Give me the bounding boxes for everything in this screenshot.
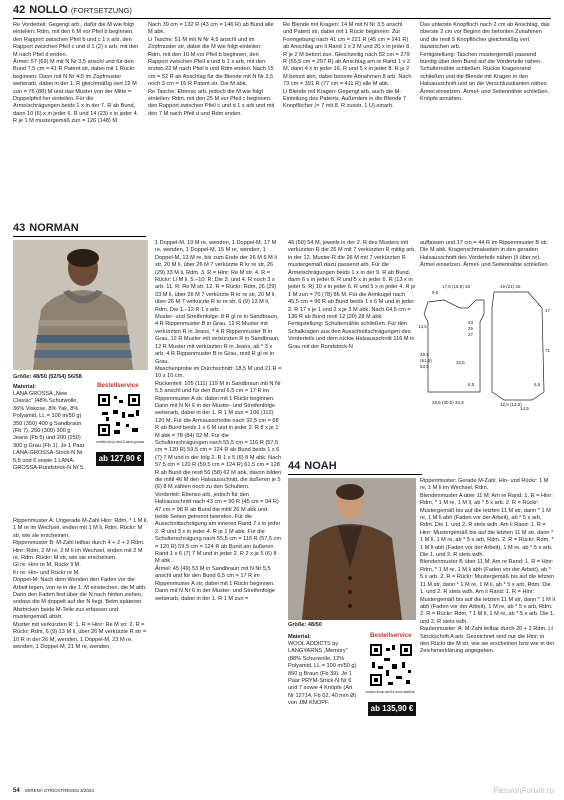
dim-label: 23 [468, 320, 474, 325]
nollo-text-col-4: Das unterste Knopfloch nach 2 cm ab Anschlag, das oberste 2 cm vor Beginn der betonten Zunahmen und die restl 5 Knopflöcher gleichmäßig vert dazwischen arb. Fertigstellung: Taschen mustergemäß passend bündig über dem Bund auf die Vorderteile nähen. Schulternähte schließen. Rückw Kragenrand schließen und die Blende mit Kragen in den Halsausschnitt und an die Verschlusskanten nähen. Ärmel einsetzen. Ärmel- und Seitennähte schließen. Knöpfe annähen. [420, 22, 550, 103]
page-footer [13, 788, 94, 794]
section-title-norman [13, 222, 79, 235]
dim-label: 6,5 [468, 382, 475, 387]
noah-material: WOOL ADDICTS by LANGYARNS „Memory“ (88% Schurwolle, 12% Polyamid, LL = 100 m/50 g) 850 g Braun (Fb 39). Je 1 Paar PRYM-Strick-N Nr 6 und 7 sowie 4 Knöpfe (Art Nr 12714, Fb 02, 40 mm Ø) von JIM KNOPF. [288, 641, 358, 707]
norman-service-label: Bestellservice [97, 382, 139, 389]
section-title-noah [288, 460, 337, 473]
dim-label: 6,5 [534, 382, 541, 387]
dim-label: 17,5 (16,5) 18 [442, 284, 471, 289]
section-rule [13, 18, 551, 19]
norman-size: Größe: 48/50 (52/54) 56/58 [13, 374, 82, 380]
pattern-subtitle: (FORTSETZUNG) [70, 6, 132, 15]
page-number: 54 [13, 788, 20, 794]
dim-label: 9,5 [432, 290, 439, 295]
norman-text-col-3: 46 (50) 54 M, jeweils in der 2. R des Musters mit verkürzten R die 26 M mit 7 verkürzten R mittig arb, in der 12. Muster-R die 26 M mit 7 verkürzten R mustergemäß dazu passend arb. Für die Ärmelschrägungen beids 1 x in der 9. R ab Bund, dann 6 x in jeder 8. R und 5 x in jeder 6. R (13 x in jeder 6. R) 10 x in jeder 6. R und 5 x in jeder 4. R je 1 M zun = 70 (78) 86 M. Für die Armkugel nach 45,5 cm = 96 R ab Bund beids 1 x 6 M und in jeder 2. R 17 x je 1 und 2 x je 3 M abk. Nach 64,5 cm = 136 R ab Bund restl 12 (20) 28 M abk. Fertigstellung: Schulternähte schließen. Für den Schalkragen aus den Ausschnittschrägungen des Vorderteils und dem rückw Halsausschnitt 116 M in Grau mit der Rundstrick-N [288, 240, 416, 350]
watermark: PassionForum.ru [493, 786, 554, 795]
dim-label: 49,5 [420, 352, 429, 357]
dim-label: 32,5 [456, 360, 465, 365]
norman-material: LANA GROSSA „New Classic“ (48% Schurwolle, 36% Viskose, 8% Yak, 8% Polyamid, LL = 100 m/50 g) 350 (350) 400 g Sandbraun (Fb 7), 250 (300) 300 g Jeans (Fb 5) und 200 (250) 300 g Grau (Fb 1). Je 1 Paar LANA-GROSSA-Strick-N Nr 5,5 und 6 sowie 1 LANA-GROSSA-Rundstrick-N Nr 5. [13, 391, 87, 472]
pattern-name: NORMAN [29, 222, 79, 234]
noah-model-photo [288, 478, 416, 620]
dim-label: 17 [545, 308, 551, 313]
norman-text-col-2: 1 Doppel-M, 19 M re, wenden, 1 Doppel-M, 17 M re, wenden, 1 Doppel-M, 15 M re, wenden, 1 Doppel-M, 13 M re, bis zum Ende der 26 M 6 M li str, 20 M li, über 26 M 7 verkürzte R kr re str, 26 (29) 33 M li, Rdm. 3. R = Hinr: Re M str. 4. R = Rückr: Li M li. 5.–10. R: Die 3. und 4. R noch 3 x arb. 11. R: Re M str. 12. R = Rückr: Rdm, 26 (29) 33 M li, über 26 M 7 verkürzte R kr re str, 20 M li, über 26 M 7 verkürzte R kr re str, 6 (9) 13 M li, Rdm. Die 1.–12 R 1 x arb. Muster- und Streifenfolge: 8 R gl re in Sandbraun, 4 R Rippenmuster B in Grau, 12 R Muster mit verkürzten R in Jeans, * 4 R Rippenmuster B in Grau, 12 R Muster mit verkürzten R in Sandbraun, 12 R Muster mit verkürzten R in Jeans, ab * 3 x arb, 4 R Rippenmuster B in Grau, restl R gl re in Grau. Maschenprobe im Durchschnitt: 18,5 M und 21 R = 10 x 10 cm. Rückenteil: 105 (111) 119 M in Sandbraun mit N Nr 5,5 anschl und für den Bund 6,5 cm = 17 R im Rippenmuster A str. dabei mit 1 Rückr beginnen. Dann mit N Nr 6 in der Muster- und Streifenfolge weiterarb, dabei in der 1. R 1 M zun = 106 (112) 120 M. Für die Armausschnitte nach 32,5 cm = 68 R ab Bund beids 1 x 6 M und in jeder 2. R 8 x je 1 M abk = 78 (84) 92 M. Für die Schulterschrägungen nach 55,5 cm = 116 R (57,5 cm = 120 R) 59,5 cm = 124 R ab Bund beids 1 x 6 (7) 7 M und in der folg 2. R 1 x 5 (6) 8 M abk. Nach 57,5 cm = 120 R (59,5 cm = 124 R) 61,5 cm = 128 R ab Bund die restl 56 (58) 62 M abk, davon bilden die mittl 46 M den Halsausschnitt, die äußeren je 5 (6) 8 M zählen noch zu den Schultern. Vorderteil: Ebenso arb, jedoch für den Halsausschnitt nach 43 cm = 90 R (45 cm = 94 R) 47 cm = 98 R ab Bund die mittl 26 M abk und beide Seiten getrennt beenden. Für die Ausschnittschrägung am inneren Rand 7 x in jeder 2. R und 3 x in jeder 4. R je 1 M abk. Für die Schulterschrägung nach 55,5 cm = 116 R (57,5 cm = 120 R) 59,5 cm = 124 R ab Bund am äußeren Rand 1 x 6 (7) 7 M und in jeder 2. R 2 x je 5 (6) 8 M abk. Ärmel: 45 (49) 53 M in Sandbraun mit N Nr 5,5 anschl und für den Bund 6,5 cm = 17 R im Rippenmuster A str, dabei mit 1 Rückr beginnen. Dann mit N Nr 6 in der Muster- und Streifenfolge weiterarb, dabei in der 1. R 1 M zun = [155, 240, 282, 602]
norman-schematic-diagram [420, 282, 555, 412]
section-rule [13, 236, 146, 237]
dim-label: 27 [468, 332, 474, 337]
dim-label: 71 [545, 348, 551, 353]
pattern-name: NOLLO [29, 4, 68, 16]
dim-label: 12,5 (13,5) [500, 402, 522, 407]
noah-service-label: Bestellservice [370, 632, 412, 639]
pattern-name: NOAH [304, 460, 337, 472]
noah-size: Größe: 48/50 [288, 622, 322, 628]
section-rule [288, 474, 422, 475]
dim-label: 14,5 [418, 324, 427, 329]
nollo-text-col-1: Re Vorderteil: Gegengl arb., dafür die M wie folgt einteilen: Rdm, mit den 6 M vor Pfeil b beginnen, den Rapport zwischen Pfeil b und c 1 x arb, den Rapport zwischen Pfeil c und d 1 (2) x arb, mit den M nach Pfeil d enden. Ärmel: 57 (69) M mit N Nr 3,5 anschl und für den Bund 7,5 cm = 41 R Patent str, dabei mit 1 Rückr beginnen. Dann mit N Nr 4,5 im Zopfmuster weiterarb, dabei in der 1. R gleichmäßig vert 19 M zun = 76 (88) M und das Muster von der Mitte = Doppelpfeil her einteilen. Für die Armelschrägungen beids 1 x in der 7. R ab Bund, dann 10 (6) x in jeder 6. R und 14 (23) x in jeder 4. R je 1 M mustergemäß zun = 126 (148) M. [13, 22, 139, 125]
dim-label: 53,5 [420, 364, 429, 369]
dim-label: 19 (21) 25 [500, 284, 521, 289]
dim-label: 25 [468, 326, 474, 331]
norman-text-col-1: Rippenmuster A: Ungerade M-Zahl Hinr: Rdm, * 1 M li, 1 M re im Wechsel, enden mit 1 M li, Rdm. Rückr: M str, wie sie erscheinen. Rippenmuster B: M-Zahl teilbar durch 4 + 2 + 2 Rdm. Hinr: Rdm, 2 M re, 2 M li im Wechsel, enden mit 2 M re, Rdm. Rückr: M str, wie sie erscheinen. Gl re: Hinr re M, Rückr li M. Kr re: Hin- und Rückr re M. Doppel-M: Nach dem Wenden den Faden vor die Arbeit legen, von re in die 1. M einstechen, die M abh. Dann den Faden fest über die N nach hinten ziehen, sodass die M doppelt auf der N liegt. Beim späteren Abstricken beide M-Teile zus erfassen und mustergemäß abstr. Muster mit verkürzten R: 1. R = Hinr: Re M str. 2. R = Rückr: Rdm, 6 (9) 13 M li, über 26 M verkürzte R str = 10 R in der 26 M, wenden, 1 Doppel-M, 23 M re, wenden, 1 Doppel-M, 21 M re, wenden, [13, 518, 148, 650]
norman-qr-caption: creativ-shop.de/43-lana-grossa [95, 440, 145, 444]
magazine-name: VERENA STRICKTRENDS 3/2024 [24, 788, 94, 793]
nollo-text-col-3: Re Blende mit Kragen: 14 M mit N Nr 3,5 anschl und Patent str, dabei mit 1 Rückr beginnen. Zur Formgebung nach 41 cm = 221 R (45 cm = 241 R) ab Anschlag am li Rand 1 x 2 M und 20 x in jeder 8. R je 2 M betont zun. Gleichzeitig nach 52 cm = 279 R (55,5 cm = 297 R) ab Anschlag am re Rand 1 x 2 M, dann 4 x in jeder 16. R und 5 x in jeder 8. R je 2 M betont abn, dabei betonte Abnahmen 8 arb. Nach 73 cm = 391 R (77 cm = 411 R) alle M abk. Li Blende mit Kragen: Gegengl arb, auch die M-Einteilung des Patents. Außerdem in die Blende 7 Knopflöcher (= 7 mit 8. R zusstr, 1 U) einarb. [283, 22, 412, 110]
norman-price-badge[interactable]: ab 127,90 € [96, 452, 144, 466]
noah-qr-code[interactable] [368, 642, 414, 688]
dim-label: (51,5) [420, 358, 432, 363]
dim-label: 14,5 [520, 406, 529, 411]
noah-material-label: Material: [288, 634, 312, 640]
nollo-text-col-2: Nach 39 cm = 132 R (43 cm = 146 R) ab Bund alle M abk. Li Tasche: 51 M mit N Nr 4,5 anschl und im Zopfmuster str, dabei die M wie folgt einteilen: Rdm, mit den 10 M vor Pfeil b beginnen, den Rapport zwischen Pfeil a und b 1 x arb, mit den ersten 22 M nach Pfeil b und Rdm enden. Nach 15 cm = 52 R ab Anschlag für die Blende mit N Nr 3,5 noch 3 cm = 16 R Patent str. Die M abk. Re Tasche: Ebenso arb, jedoch die M wie folgt einteilen: Rdm, mit den 25 M vor Pfeil c beginnen, den Rapport zwischen Pfeil c und d 1 x arb und mit den 7 M nach Pfeil d und Rdm enden. [148, 22, 275, 117]
noah-qr-caption: creativ-shop.de/44-wool-addicts [365, 690, 415, 694]
noah-price-badge[interactable]: ab 135,90 € [368, 702, 416, 716]
norman-material-label: Material: [13, 384, 37, 390]
pattern-number: 44 [288, 460, 301, 472]
norman-model-photo [13, 240, 148, 370]
dim-label: 28,5 (30,5) 32,5 [432, 400, 464, 405]
noah-text-col-4: Rippenmuster: Gerade M-Zahl. Hin- und Rückr: 1 M re, 1 M li im Wechsel, Rdm. Blendenmuster A über 11 M: Am re Rand: 1. R = Hinr: Rdm, * 1 M re, 1 M li, ab * 5 x arb. 2. R = Rückr: Mustergemäß bis auf die letzten 11 M str, dann * 1 M re, 1 M li abh (Faden vor der Arbeit), ab * 5 x arb, Rdm. Die 1. und 2. R stets wdh. Am li Rand: 1. R = Hinr: Mustergemäß bis auf die letzten 11 M str, dann * 1 M li, 1 M re, ab * 5 x arb, Rdm. 2. R = Rückr: Rdm, * 1 M li abh (Faden vor der Arbeit), 1 M re, ab * 5 x arb. Die 1. und 2. R stets wdh. Blendenmuster B über 11 M: Am re Rand: 1. R = Hinr: Rdm, * 1 M re, 1 M li abh (Faden vor der Arbeit), ab * 5 x arb. 2. R = Rückr: Mustergemäß bis auf die letzten 11 M str, dann * 1 M re, 1 M li, ab * 5 x arb, Rdm. Die 1. und 2. R stets wdh. Am li Rand: 1. R = Hinr: Mustergemäß bis auf die letzten 11 M str, dann * 1 M li abh (Faden vor der Arbeit), 1 M re, ab * 5 x arb, Rdm. 2. R = Rückr: Rdm, * 1 M li, 1 M re, ab * 5 x arb. Die 1. und 2. R stets wdh. Rautenmuster: A: M-Zahl teilbar durch 20 + 2 Rdm. Lt Strickschrift A arb. Gezeichnet sind nur die Hinr; in den Rückr die M str, wie sie erscheinen bzw wie in der Zeichenerklärung angegeben. [420, 478, 555, 655]
section-title-nollo [13, 4, 132, 17]
pattern-number: 42 [13, 4, 26, 16]
pattern-number: 43 [13, 222, 26, 234]
sweater-photo-illustration [13, 240, 148, 370]
norman-text-col-4: auffassen und 17 cm = 44 R im Rippenmuster B str. Die M abk. Kragenschmalseiten in den geraden Halsausschnitt des Vorderteils nähen (li über re). Ärmel einsetzen. Ärmel- und Seitennähte schließen. [420, 240, 550, 269]
norman-qr-code[interactable] [96, 392, 142, 438]
